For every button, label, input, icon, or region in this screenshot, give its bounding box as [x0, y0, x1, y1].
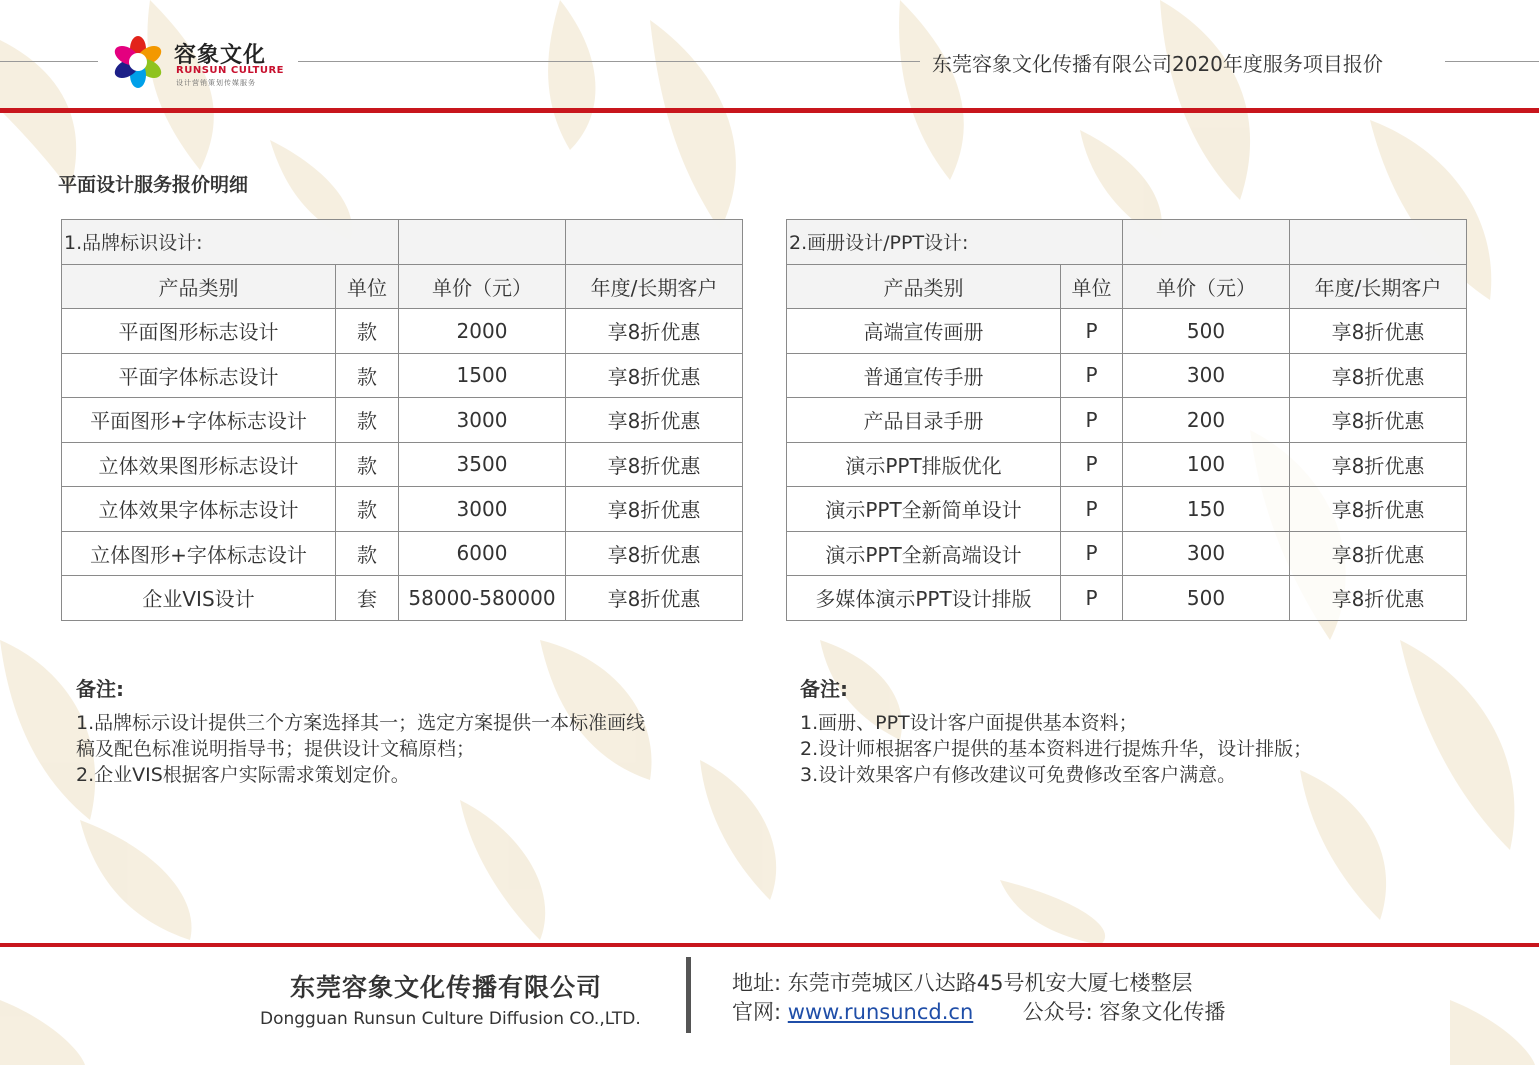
table-caption-row: [62, 220, 743, 265]
cell-unit: 套: [336, 576, 399, 621]
cell-category: 立体图形+字体标志设计: [62, 531, 336, 576]
logo-tagline: 设计营销策划传媒服务: [176, 79, 256, 87]
table-row: [787, 353, 1467, 398]
header-rule-mid: [298, 61, 920, 62]
brochure-ppt-price-table: [786, 219, 1467, 621]
cell-price: 300: [1123, 531, 1290, 576]
table-row: [787, 487, 1467, 532]
cell-category: 立体效果图形标志设计: [62, 442, 336, 487]
cell-discount: 享8折优惠: [1290, 576, 1467, 621]
notes-right: [800, 676, 1440, 788]
footer-address: [732, 967, 1193, 997]
cell-price: 3000: [399, 487, 566, 532]
cell-unit: P: [1061, 531, 1123, 576]
cell-discount: 享8折优惠: [566, 531, 743, 576]
cell-price: 58000-580000: [399, 576, 566, 621]
cell-unit: P: [1061, 309, 1123, 354]
address-label: 地址:: [732, 971, 782, 995]
cell-unit: 款: [336, 353, 399, 398]
cell-price: 100: [1123, 442, 1290, 487]
cell-discount: 享8折优惠: [1290, 487, 1467, 532]
table-caption: 1.品牌标识设计:: [62, 220, 399, 265]
table-row: [62, 442, 743, 487]
table-row: [787, 442, 1467, 487]
logo-flower-icon: [112, 36, 164, 88]
cell-discount: 享8折优惠: [566, 353, 743, 398]
table-row: [787, 531, 1467, 576]
cell-discount: 享8折优惠: [1290, 531, 1467, 576]
cell-discount: 享8折优惠: [1290, 442, 1467, 487]
table-row: [62, 309, 743, 354]
cell-unit: 款: [336, 309, 399, 354]
table-row: [787, 576, 1467, 621]
cell-category: 演示PPT全新高端设计: [787, 531, 1061, 576]
table-caption: 2.画册设计/PPT设计:: [787, 220, 1123, 265]
notes-left: [76, 676, 736, 788]
note-line: 1.画册、PPT设计客户面提供基本资料；: [800, 712, 1138, 734]
cell-unit: P: [1061, 398, 1123, 443]
cell-category: 普通宣传手册: [787, 353, 1061, 398]
note-line: 稿及配色标准说明指导书；提供设计文稿原档；: [76, 738, 476, 760]
cell-price: 1500: [399, 353, 566, 398]
cell-discount: 享8折优惠: [566, 309, 743, 354]
cell-discount: 享8折优惠: [1290, 398, 1467, 443]
cell-unit: P: [1061, 353, 1123, 398]
cell-category: 平面字体标志设计: [62, 353, 336, 398]
table-row: [62, 353, 743, 398]
website-label: 官网:: [732, 1000, 782, 1024]
table-row: [62, 487, 743, 532]
table-row: [787, 398, 1467, 443]
cell-price: 3500: [399, 442, 566, 487]
table-header-row: [62, 264, 743, 309]
cell-category: 立体效果字体标志设计: [62, 487, 336, 532]
cell-price: 3000: [399, 398, 566, 443]
cell-discount: 享8折优惠: [1290, 353, 1467, 398]
cell-category: 平面图形标志设计: [62, 309, 336, 354]
footer-company-en: Dongguan Runsun Culture Diffusion CO.,LTD.: [260, 1009, 641, 1029]
cell-unit: 款: [336, 531, 399, 576]
cell-category: 高端宣传画册: [787, 309, 1061, 354]
wechat-label: 公众号:: [1022, 1000, 1093, 1024]
column-header-category: 产品类别: [787, 264, 1061, 309]
cell-price: 500: [1123, 576, 1290, 621]
notes-title: 备注:: [800, 677, 848, 701]
table-caption-cell: [399, 220, 566, 265]
cell-discount: 享8折优惠: [566, 442, 743, 487]
header-rule-left: [0, 61, 98, 62]
cell-price: 200: [1123, 398, 1290, 443]
cell-discount: 享8折优惠: [566, 398, 743, 443]
section-title: 平面设计服务报价明细: [58, 174, 249, 196]
table-caption-cell: [1123, 220, 1290, 265]
note-line: 2.设计师根据客户提供的基本资料进行提炼升华，设计排版；: [800, 738, 1313, 760]
cell-category: 产品目录手册: [787, 398, 1061, 443]
column-header-unit: 单位: [1061, 264, 1123, 309]
wechat-value: 容象文化传播: [1099, 1000, 1226, 1024]
cell-discount: 享8折优惠: [566, 576, 743, 621]
column-header-discount: 年度/长期客户: [1290, 264, 1467, 309]
logo-name-cn: 容象文化: [174, 43, 267, 68]
note-line: 1.品牌标示设计提供三个方案选择其一；选定方案提供一本标准画线: [76, 712, 646, 734]
cell-category: 平面图形+字体标志设计: [62, 398, 336, 443]
note-line: 3.设计效果客户有修改建议可免费修改至客户满意。: [800, 764, 1237, 786]
cell-price: 6000: [399, 531, 566, 576]
company-logo[interactable]: [112, 36, 285, 88]
cell-price: 150: [1123, 487, 1290, 532]
cell-unit: 款: [336, 487, 399, 532]
logo-name-en: RUNSUN CULTURE: [176, 65, 285, 76]
header-red-band: [0, 108, 1539, 113]
cell-category: 企业VIS设计: [62, 576, 336, 621]
table-caption-row: [787, 220, 1467, 265]
cell-category: 多媒体演示PPT设计排版: [787, 576, 1061, 621]
cell-discount: 享8折优惠: [1290, 309, 1467, 354]
table-row: [62, 531, 743, 576]
document-title: 东莞容象文化传播有限公司2020年度服务项目报价: [932, 52, 1383, 76]
cell-price: 300: [1123, 353, 1290, 398]
table-row: [62, 398, 743, 443]
column-header-unit: 单位: [336, 264, 399, 309]
cell-unit: 款: [336, 398, 399, 443]
notes-title: 备注:: [76, 677, 124, 701]
cell-unit: P: [1061, 442, 1123, 487]
table-row: [787, 309, 1467, 354]
cell-price: 2000: [399, 309, 566, 354]
website-link[interactable]: www.runsuncd.cn: [787, 1000, 974, 1024]
footer-divider: [686, 957, 691, 1033]
cell-unit: P: [1061, 576, 1123, 621]
column-header-price: 单价（元）: [399, 264, 566, 309]
footer-company-cn: 东莞容象文化传播有限公司: [290, 973, 603, 1002]
column-header-discount: 年度/长期客户: [566, 264, 743, 309]
column-header-category: 产品类别: [62, 264, 336, 309]
cell-price: 500: [1123, 309, 1290, 354]
address-value: 东莞市莞城区八达路45号机安大厦七楼整层: [787, 971, 1193, 995]
footer-red-band: [0, 943, 1539, 947]
cell-category: 演示PPT排版优化: [787, 442, 1061, 487]
footer-contact: [732, 996, 1225, 1026]
table-caption-cell: [1290, 220, 1467, 265]
cell-discount: 享8折优惠: [566, 487, 743, 532]
header-rule-right: [1445, 61, 1539, 62]
brand-logo-price-table: [61, 219, 743, 621]
cell-category: 演示PPT全新简单设计: [787, 487, 1061, 532]
column-header-price: 单价（元）: [1123, 264, 1290, 309]
note-line: 2.企业VIS根据客户实际需求策划定价。: [76, 764, 410, 786]
table-header-row: [787, 264, 1467, 309]
table-caption-cell: [566, 220, 743, 265]
cell-unit: 款: [336, 442, 399, 487]
cell-unit: P: [1061, 487, 1123, 532]
table-row: [62, 576, 743, 621]
